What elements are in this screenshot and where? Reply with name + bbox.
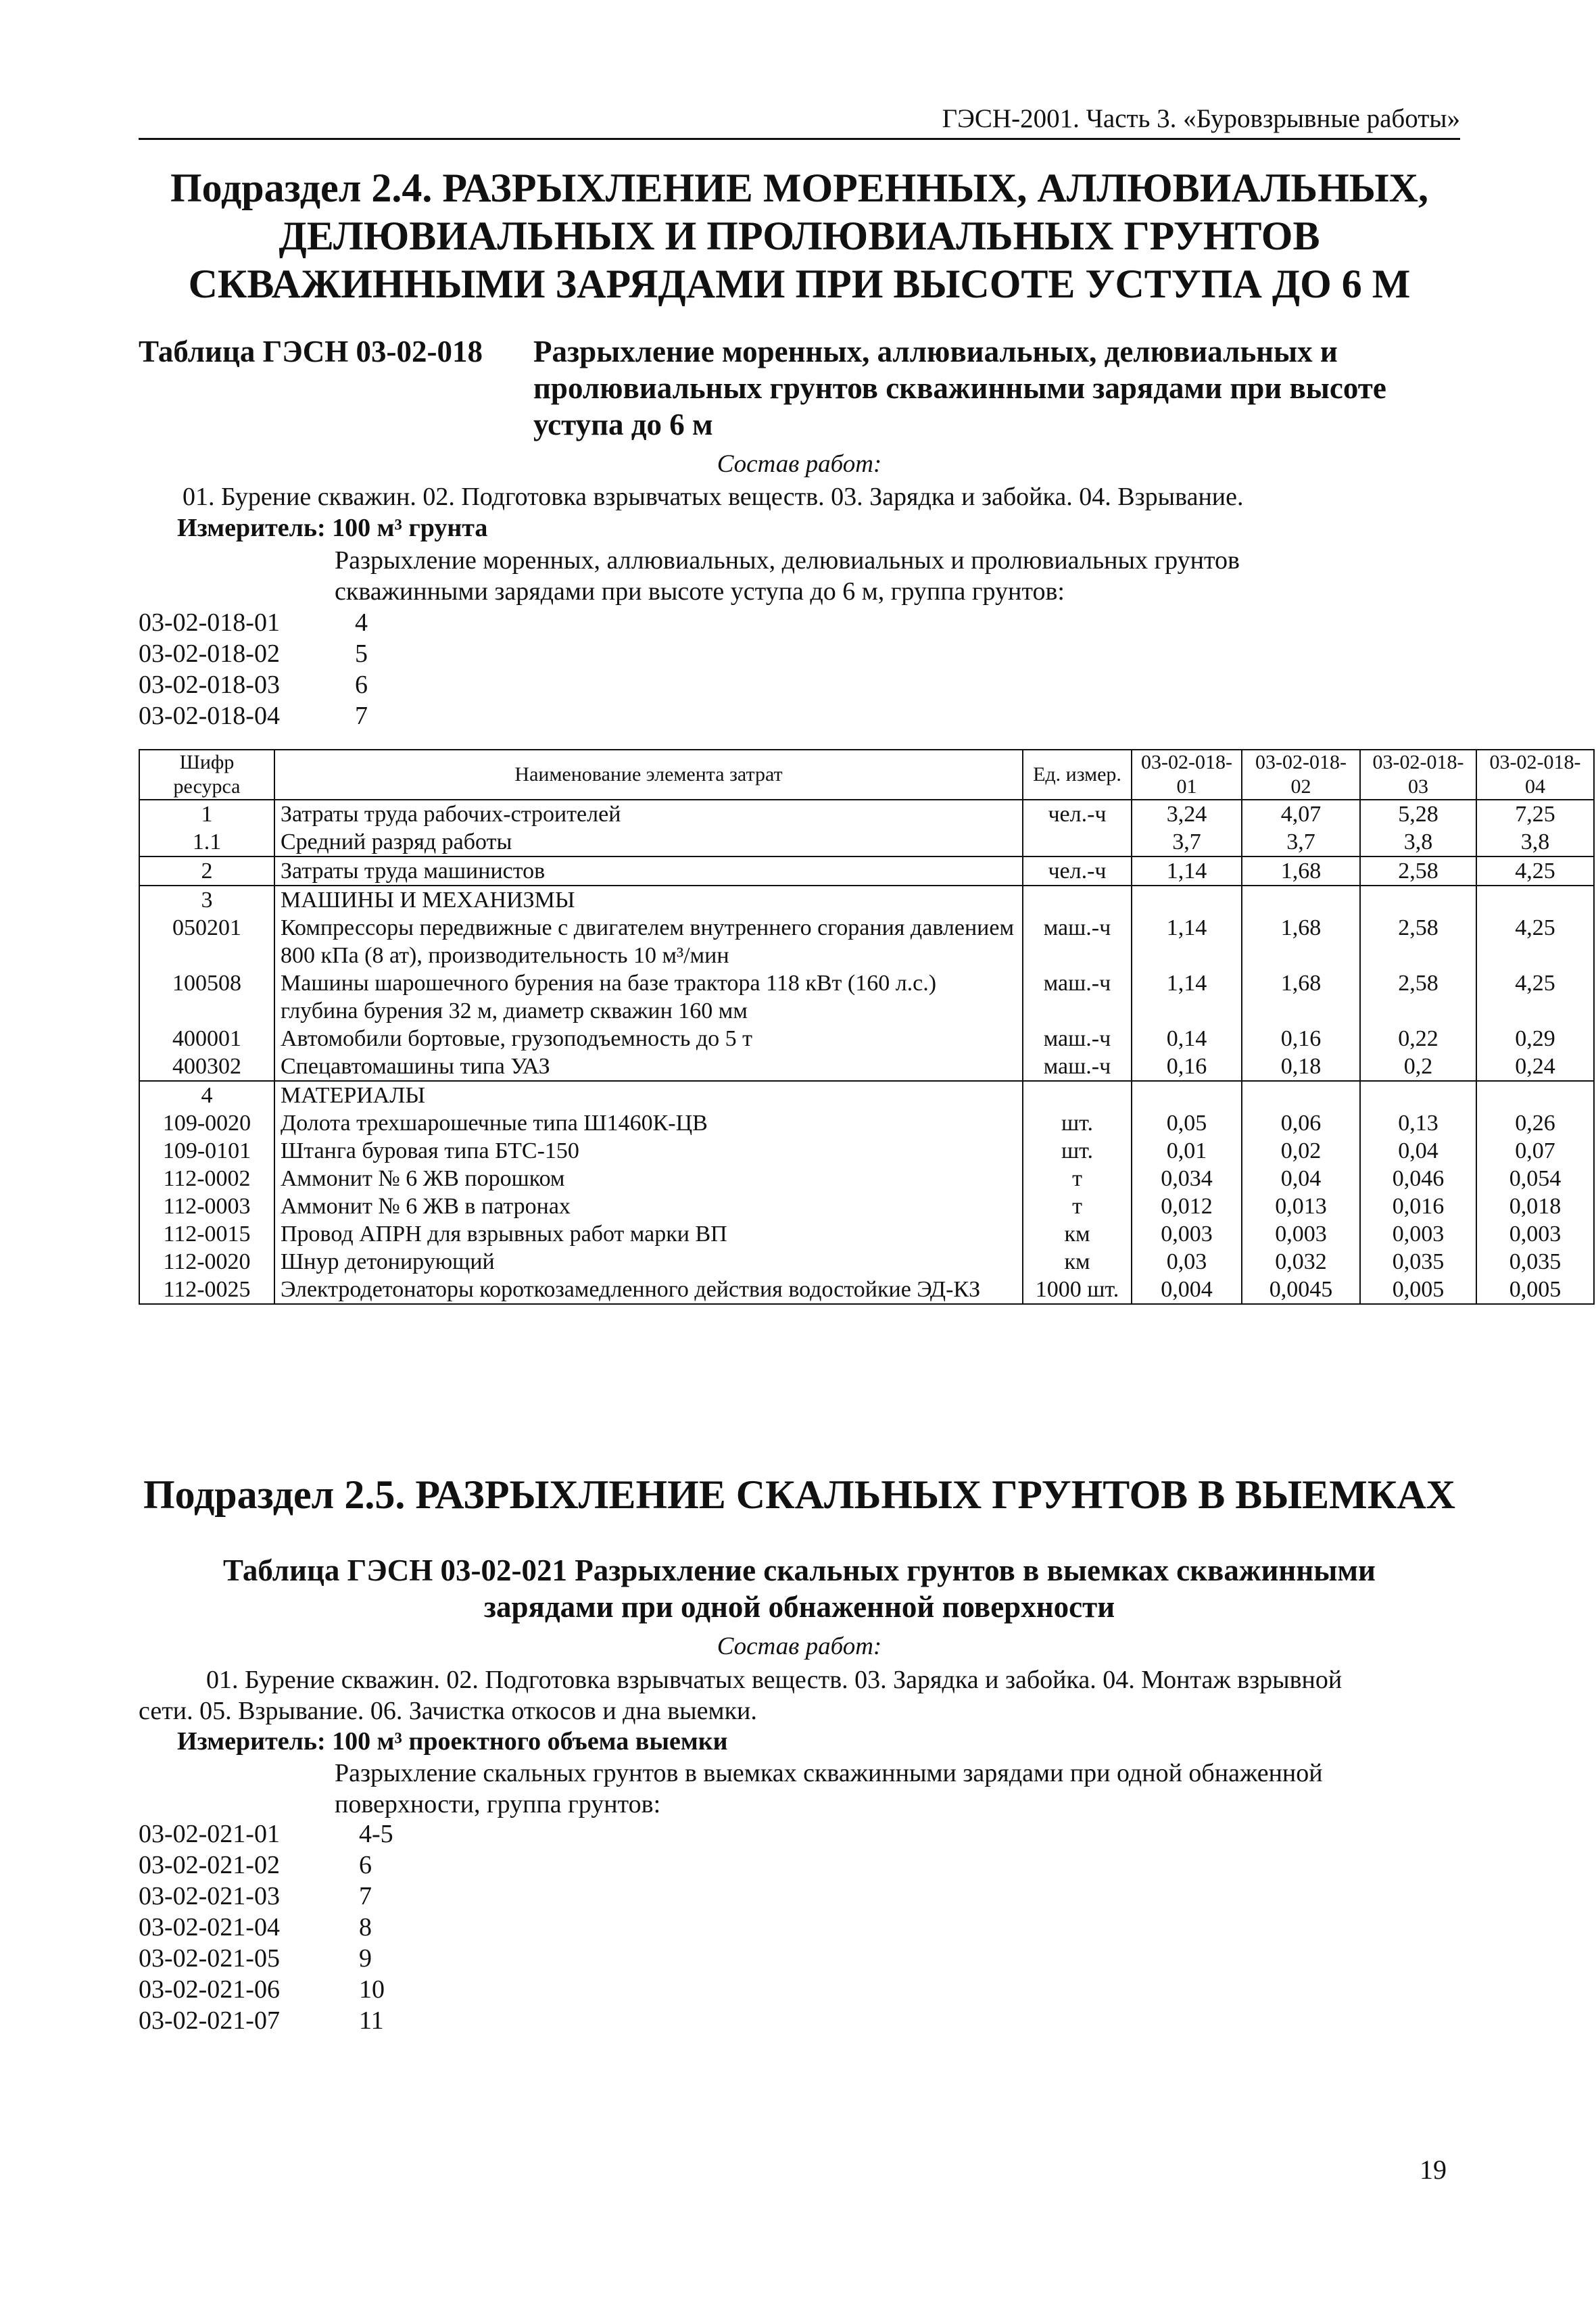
- unit: чел.-ч: [1023, 800, 1132, 828]
- soil-group: 11: [359, 2006, 384, 2035]
- value-cell: 5,28: [1360, 800, 1476, 828]
- value-cell: 3,24: [1132, 800, 1242, 828]
- description-line: скважинными зарядами при высоте уступа до 6 м, группа грунтов:: [335, 577, 1065, 606]
- composition-text: 01. Бурение скважин. 02. Подготовка взрывчатых веществ. 03. Зарядка и забойка. 04. Взрывание.: [183, 483, 1244, 511]
- unit: т: [1023, 1165, 1132, 1192]
- resource-name: Шнур детонирующий: [274, 1248, 1023, 1276]
- header-col: 03-02-018-02: [1242, 750, 1360, 800]
- unit: [1023, 886, 1132, 914]
- resource-code: 400001: [139, 1025, 274, 1053]
- value-cell: 3,7: [1242, 828, 1360, 857]
- value-cell: 0,035: [1476, 1248, 1594, 1276]
- table-title-lead: Таблица ГЭСН 03-02-018: [139, 335, 483, 368]
- value-cell: 3,8: [1476, 828, 1594, 857]
- code: 03-02-018-02: [139, 640, 280, 668]
- header-name: Наименование элемента затрат: [274, 750, 1023, 800]
- value-cell: 0,005: [1360, 1276, 1476, 1304]
- resource-code: 1: [139, 800, 274, 828]
- table-row: [139, 800, 1594, 828]
- value-cell: 2,58: [1360, 969, 1476, 1025]
- table-row: [139, 1109, 1594, 1137]
- code-row: [139, 1850, 612, 1881]
- resource-name: Машины шарошечного бурения на базе трактора 118 кВт (160 л.с.) глубина бурения 32 м, диаметр скважин 160 мм: [274, 969, 1023, 1025]
- table-row: [139, 1192, 1594, 1220]
- resource-table: [139, 749, 1595, 1305]
- resource-name: Электродетонаторы короткозамедленного действия водостойкие ЭД-КЗ: [274, 1276, 1023, 1304]
- value-cell: 0,016: [1360, 1192, 1476, 1220]
- soil-group: 10: [359, 1975, 385, 2004]
- running-header: ГЭСН-2001. Часть 3. «Буровзрывные работы»: [139, 103, 1460, 140]
- resource-name: МАШИНЫ И МЕХАНИЗМЫ: [274, 886, 1023, 914]
- composition-line: 01. Бурение скважин. 02. Подготовка взрывчатых веществ. 03. Зарядка и забойка. 04. Монтаж взрывной: [206, 1666, 1343, 1694]
- resource-code: 400302: [139, 1053, 274, 1081]
- value-cell: [1476, 1081, 1594, 1109]
- value-cell: 2,58: [1360, 857, 1476, 886]
- value-cell: 0,034: [1132, 1165, 1242, 1192]
- resource-name: МАТЕРИАЛЫ: [274, 1081, 1023, 1109]
- soil-group: 4: [355, 608, 368, 637]
- table-title-line: уступа до 6 м: [533, 408, 713, 441]
- value-cell: 0,013: [1242, 1192, 1360, 1220]
- page-number: 19: [1420, 2154, 1447, 2185]
- codes-description: [335, 1758, 1323, 1820]
- table-row: [139, 969, 1594, 1025]
- value-cell: 1,14: [1132, 969, 1242, 1025]
- resource-code: 2: [139, 857, 274, 886]
- code-row: [139, 700, 612, 731]
- value-cell: 0,2: [1360, 1053, 1476, 1081]
- header-col: 03-02-018-04: [1476, 750, 1594, 800]
- code-row: [139, 1818, 612, 1850]
- resource-code: 109-0020: [139, 1109, 274, 1137]
- codes-list-018: [139, 607, 612, 731]
- section-title-line: ДЕЛЮВИАЛЬНЫХ И ПРОЛЮВИАЛЬНЫХ ГРУНТОВ: [279, 214, 1320, 258]
- value-cell: 1,14: [1132, 914, 1242, 969]
- soil-group: 8: [359, 1913, 372, 1941]
- resource-code: 050201: [139, 914, 274, 969]
- resource-code: 112-0015: [139, 1220, 274, 1248]
- resource-code: 112-0025: [139, 1276, 274, 1304]
- codes-description: [335, 545, 1240, 607]
- value-cell: [1132, 1081, 1242, 1109]
- resource-code: 109-0101: [139, 1137, 274, 1165]
- code: 03-02-021-05: [139, 1944, 280, 1973]
- value-cell: [1360, 886, 1476, 914]
- value-cell: 1,68: [1242, 914, 1360, 969]
- value-cell: [1242, 886, 1360, 914]
- code: 03-02-018-04: [139, 702, 280, 730]
- value-cell: 0,003: [1242, 1220, 1360, 1248]
- resource-name: Автомобили бортовые, грузоподъемность до 5 т: [274, 1025, 1023, 1053]
- meter-line: Измеритель: 100 м³ грунта: [177, 514, 488, 542]
- resource-name: Аммонит № 6 ЖВ в патронах: [274, 1192, 1023, 1220]
- value-cell: 0,03: [1132, 1248, 1242, 1276]
- unit: [1023, 828, 1132, 857]
- resource-code: 112-0002: [139, 1165, 274, 1192]
- value-cell: 4,25: [1476, 969, 1594, 1025]
- table-row: [139, 1081, 1594, 1109]
- resource-name: Аммонит № 6 ЖВ порошком: [274, 1165, 1023, 1192]
- section-title-line: СКВАЖИННЫМИ ЗАРЯДАМИ ПРИ ВЫСОТЕ УСТУПА ДО 6 М: [188, 262, 1411, 306]
- header-col: 03-02-018-01: [1132, 750, 1242, 800]
- value-cell: [1242, 1081, 1360, 1109]
- value-cell: 1,14: [1132, 857, 1242, 886]
- code: 03-02-021-04: [139, 1913, 280, 1941]
- value-cell: 0,07: [1476, 1137, 1594, 1165]
- table-title-line: зарядами при одной обнаженной поверхности: [483, 1590, 1115, 1624]
- value-cell: 0,16: [1132, 1053, 1242, 1081]
- value-cell: 1,68: [1242, 857, 1360, 886]
- code-row: [139, 607, 612, 638]
- resource-name: Компрессоры передвижные с двигателем внутреннего сгорания давлением 800 кПа (8 ат), производительность 10 м³/мин: [274, 914, 1023, 969]
- description-line: Разрыхление скальных грунтов в выемках скважинными зарядами при одной обнаженной: [335, 1759, 1323, 1787]
- table-row: [139, 914, 1594, 969]
- value-cell: 0,24: [1476, 1053, 1594, 1081]
- value-cell: 0,18: [1242, 1053, 1360, 1081]
- composition-line: сети. 05. Взрывание. 06. Зачистка откосов и дна выемки.: [139, 1697, 757, 1725]
- value-cell: 0,04: [1360, 1137, 1476, 1165]
- code-row: [139, 638, 612, 669]
- value-cell: 2,58: [1360, 914, 1476, 969]
- value-cell: 0,29: [1476, 1025, 1594, 1053]
- header-unit: Ед. измер.: [1023, 750, 1132, 800]
- resource-code: 4: [139, 1081, 274, 1109]
- resource-name: Спецавтомашины типа УАЗ: [274, 1053, 1023, 1081]
- value-cell: 0,012: [1132, 1192, 1242, 1220]
- value-cell: 0,003: [1476, 1220, 1594, 1248]
- unit: шт.: [1023, 1137, 1132, 1165]
- value-cell: 7,25: [1476, 800, 1594, 828]
- table-title-018: [139, 333, 1460, 448]
- resource-name: Средний разряд работы: [274, 828, 1023, 857]
- value-cell: 0,14: [1132, 1025, 1242, 1053]
- table-row: [139, 1248, 1594, 1276]
- table-title-line: пролювиальных грунтов скважинными зарядами при высоте: [533, 371, 1386, 405]
- value-cell: 0,003: [1132, 1220, 1242, 1248]
- value-cell: 0,005: [1476, 1276, 1594, 1304]
- resource-code: 112-0003: [139, 1192, 274, 1220]
- table-title-text: [533, 333, 1453, 443]
- section-title-2-4: [139, 164, 1460, 308]
- table-row: [139, 886, 1594, 914]
- value-cell: 0,032: [1242, 1248, 1360, 1276]
- value-cell: 0,22: [1360, 1025, 1476, 1053]
- resource-name: Затраты труда рабочих-строителей: [274, 800, 1023, 828]
- table-title-021: [139, 1552, 1460, 1626]
- unit: маш.-ч: [1023, 914, 1132, 969]
- description-line: Разрыхление моренных, аллювиальных, делювиальных и пролювиальных грунтов: [335, 546, 1240, 575]
- table-title-line: Таблица ГЭСН 03-02-021 Разрыхление скальных грунтов в выемках скважинными: [223, 1553, 1376, 1587]
- table-row: [139, 828, 1594, 857]
- unit: маш.-ч: [1023, 1025, 1132, 1053]
- value-cell: 0,003: [1360, 1220, 1476, 1248]
- unit: маш.-ч: [1023, 1053, 1132, 1081]
- code-row: [139, 1912, 612, 1943]
- composition-text: [139, 1664, 1460, 1727]
- section-title-2-5: Подраздел 2.5. РАЗРЫХЛЕНИЕ СКАЛЬНЫХ ГРУНТОВ В ВЫЕМКАХ: [143, 1472, 1455, 1517]
- soil-group: 9: [359, 1944, 372, 1973]
- value-cell: [1360, 1081, 1476, 1109]
- value-cell: 0,01: [1132, 1137, 1242, 1165]
- value-cell: 0,06: [1242, 1109, 1360, 1137]
- unit: 1000 шт.: [1023, 1276, 1132, 1304]
- value-cell: 0,02: [1242, 1137, 1360, 1165]
- code-row: [139, 1943, 612, 1974]
- table-row: [139, 1053, 1594, 1081]
- value-cell: 1,68: [1242, 969, 1360, 1025]
- unit: чел.-ч: [1023, 857, 1132, 886]
- unit: [1023, 1081, 1132, 1109]
- soil-group: 6: [359, 1851, 372, 1879]
- table-row: [139, 1137, 1594, 1165]
- table-title-line: Разрыхление моренных, аллювиальных, делювиальных и: [533, 335, 1338, 368]
- value-cell: 0,0045: [1242, 1276, 1360, 1304]
- value-cell: 0,26: [1476, 1109, 1594, 1137]
- value-cell: [1476, 886, 1594, 914]
- code: 03-02-021-03: [139, 1882, 280, 1910]
- resource-code: 3: [139, 886, 274, 914]
- value-cell: 0,004: [1132, 1276, 1242, 1304]
- code-row: [139, 669, 612, 700]
- unit: шт.: [1023, 1109, 1132, 1137]
- table-header-row: [139, 750, 1594, 800]
- header-code: Шифр ресурса: [139, 750, 274, 800]
- code: 03-02-021-01: [139, 1820, 280, 1848]
- value-cell: 4,25: [1476, 857, 1594, 886]
- composition-heading: Состав работ:: [717, 1633, 882, 1660]
- value-cell: 0,05: [1132, 1109, 1242, 1137]
- value-cell: 3,8: [1360, 828, 1476, 857]
- value-cell: 0,13: [1360, 1109, 1476, 1137]
- soil-group: 7: [359, 1882, 372, 1910]
- value-cell: 0,054: [1476, 1165, 1594, 1192]
- unit: маш.-ч: [1023, 969, 1132, 1025]
- value-cell: 0,04: [1242, 1165, 1360, 1192]
- table-row: [139, 1220, 1594, 1248]
- value-cell: 4,07: [1242, 800, 1360, 828]
- code-row: [139, 1974, 612, 2005]
- code-row: [139, 2005, 612, 2036]
- value-cell: 0,046: [1360, 1165, 1476, 1192]
- table-body: [139, 800, 1594, 1304]
- table-row: [139, 857, 1594, 886]
- code: 03-02-018-01: [139, 608, 280, 637]
- meter-line: Измеритель: 100 м³ проектного объема выемки: [177, 1727, 728, 1756]
- value-cell: 0,018: [1476, 1192, 1594, 1220]
- value-cell: 0,035: [1360, 1248, 1476, 1276]
- table-row: [139, 1025, 1594, 1053]
- value-cell: [1132, 886, 1242, 914]
- composition-heading: Состав работ:: [717, 450, 882, 478]
- resource-name: Штанга буровая типа БТС-150: [274, 1137, 1023, 1165]
- section-title-line: Подраздел 2.4. РАЗРЫХЛЕНИЕ МОРЕННЫХ, АЛЛЮВИАЛЬНЫХ,: [170, 166, 1428, 210]
- code: 03-02-018-03: [139, 671, 280, 699]
- header-col: 03-02-018-03: [1360, 750, 1476, 800]
- resource-name: Затраты труда машинистов: [274, 857, 1023, 886]
- code: 03-02-021-06: [139, 1975, 280, 2004]
- table-row: [139, 1276, 1594, 1304]
- soil-group: 5: [355, 640, 368, 668]
- resource-name: Провод АПРН для взрывных работ марки ВП: [274, 1220, 1023, 1248]
- resource-code: 1.1: [139, 828, 274, 857]
- soil-group: 6: [355, 671, 368, 699]
- resource-code: 112-0020: [139, 1248, 274, 1276]
- resource-name: Долота трехшарошечные типа Ш1460К-ЦВ: [274, 1109, 1023, 1137]
- table-row: [139, 1165, 1594, 1192]
- unit: км: [1023, 1220, 1132, 1248]
- value-cell: 0,16: [1242, 1025, 1360, 1053]
- unit: км: [1023, 1248, 1132, 1276]
- code: 03-02-021-02: [139, 1851, 280, 1879]
- resource-code: 100508: [139, 969, 274, 1025]
- codes-list-021: [139, 1818, 612, 2036]
- soil-group: 4-5: [359, 1820, 393, 1848]
- code-row: [139, 1881, 612, 1912]
- value-cell: 3,7: [1132, 828, 1242, 857]
- description-line: поверхности, группа грунтов:: [335, 1790, 661, 1818]
- soil-group: 7: [355, 702, 368, 730]
- code: 03-02-021-07: [139, 2006, 280, 2035]
- value-cell: 4,25: [1476, 914, 1594, 969]
- unit: т: [1023, 1192, 1132, 1220]
